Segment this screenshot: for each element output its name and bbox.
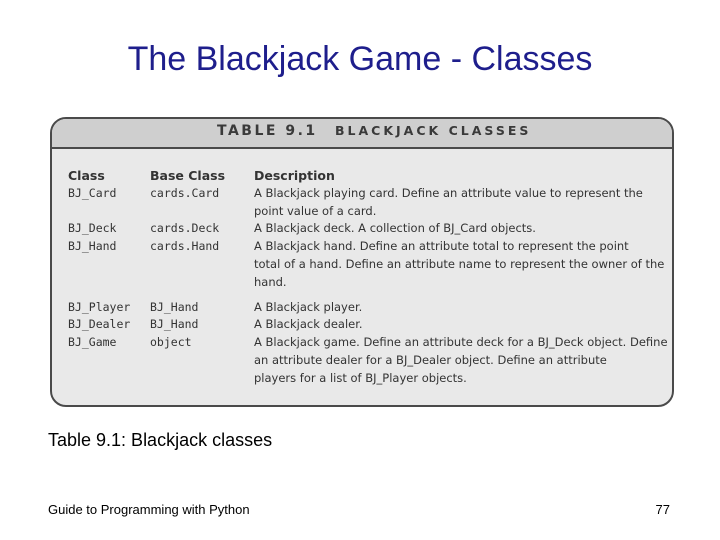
description-cell [254, 334, 674, 387]
column-header-class: Class [68, 168, 105, 183]
table-row [68, 299, 672, 317]
description-cell [254, 238, 674, 291]
table-row [68, 220, 672, 238]
class-name-cell: BJ_Hand [68, 239, 117, 254]
description-line: A Blackjack player. [254, 299, 363, 314]
base-class-cell: BJ_Hand [150, 317, 199, 332]
class-name-cell: BJ_Card [68, 185, 117, 200]
base-class-cell: cards.Deck [150, 221, 220, 236]
description-line: point value of a card. [254, 203, 377, 218]
description-line: hand. [254, 274, 287, 289]
footer-text: Guide to Programming with Python [48, 502, 250, 517]
description-line: A Blackjack playing card. Define an attribute value to represent the [254, 185, 643, 200]
table-row [68, 334, 672, 387]
slide-title: The Blackjack Game - Classes [127, 40, 593, 78]
table-header [52, 119, 672, 149]
description-line: total of a hand. Define an attribute name to represent the owner of the [254, 256, 665, 271]
class-name-cell: BJ_Deck [68, 221, 117, 236]
description-line: A Blackjack hand. Define an attribute total to represent the point [254, 239, 629, 254]
table-title: BLACKJACK CLASSES [335, 123, 532, 138]
table-header-row [68, 167, 672, 185]
description-line: A Blackjack dealer. [254, 317, 363, 332]
description-line: players for a list of BJ_Player objects. [254, 370, 467, 385]
description-line: A Blackjack game. Define an attribute deck for a BJ_Deck object. Define [254, 335, 668, 350]
page-number: 77 [655, 502, 670, 517]
column-header-base-class: Base Class [150, 168, 226, 183]
table-row [68, 185, 672, 221]
base-class-cell: object [150, 335, 192, 350]
description-cell [254, 316, 674, 334]
table-number: TABLE 9.1 [217, 123, 318, 139]
column-header-description: Description [254, 168, 335, 183]
class-name-cell: BJ_Game [68, 335, 117, 350]
base-class-cell: cards.Hand [150, 239, 220, 254]
description-line: an attribute dealer for a BJ_Dealer object. Define an attribute [254, 352, 607, 367]
class-name-cell: BJ_Player [68, 299, 131, 314]
description-cell [254, 299, 674, 317]
table-figure [50, 117, 674, 407]
description-cell [254, 220, 674, 238]
description-line: A Blackjack deck. A collection of BJ_Card objects. [254, 221, 536, 236]
class-name-cell: BJ_Dealer [68, 317, 131, 332]
base-class-cell: cards.Card [150, 185, 220, 200]
table-row [68, 316, 672, 334]
table-row [68, 238, 672, 291]
table-body [68, 167, 672, 388]
base-class-cell: BJ_Hand [150, 299, 199, 314]
description-cell [254, 185, 674, 221]
figure-caption: Table 9.1: Blackjack classes [48, 430, 273, 450]
